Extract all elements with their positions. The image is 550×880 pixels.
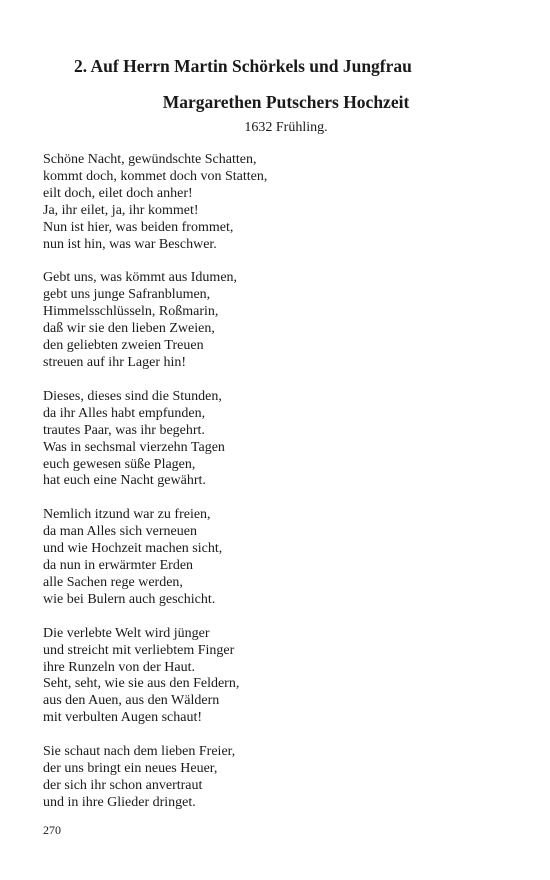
page-number: 270 bbox=[43, 823, 61, 837]
verse-line: der sich ihr schon anvertraut bbox=[43, 778, 203, 793]
verse-line: Schöne Nacht, gewündschte Schatten, bbox=[43, 152, 257, 167]
stanza bbox=[43, 507, 513, 608]
verse-line: und streicht mit verliebtem Finger bbox=[43, 642, 235, 658]
verse-line: Himmelsschlüsseln, Roßmarin, bbox=[43, 304, 219, 320]
verse-line: Die verlebte Welt wird jünger bbox=[43, 625, 210, 641]
verse-line: und wie Hochzeit machen sicht, bbox=[43, 541, 223, 557]
verse-line: hat euch eine Nacht gewährt. bbox=[43, 473, 206, 489]
poem-title-line-1: 2. Auf Herrn Martin Schörkels und Jungfrau bbox=[74, 56, 412, 76]
verse-line: ihre Runzeln von der Haut. bbox=[43, 659, 196, 675]
verse-line: aus den Auen, aus den Wäldern bbox=[43, 693, 220, 709]
verse-line: Nemlich itzund war zu freien, bbox=[43, 507, 211, 523]
stanza bbox=[43, 744, 513, 812]
verse-line: Gebt uns, was kömmt aus Idumen, bbox=[43, 270, 238, 286]
verse-line: und in ihre Glieder dringet. bbox=[43, 794, 196, 810]
verse-line: da nun in erwärmter Erden bbox=[43, 558, 194, 574]
poem-title-line-2: Margarethen Putschers Hochzeit bbox=[162, 92, 410, 112]
verse-line: trautes Paar, was ihr begehrt. bbox=[43, 422, 205, 438]
verse-line: eilt doch, eilet doch anher! bbox=[43, 185, 193, 201]
verse-line: Was in sechsmal vierzehn Tagen bbox=[43, 439, 225, 455]
verse-line: da man Alles sich verneuen bbox=[43, 524, 197, 540]
verse-line: gebt uns junge Safranblumen, bbox=[43, 287, 211, 303]
stanza bbox=[43, 626, 513, 727]
stanza bbox=[43, 270, 513, 371]
verse-line: Sie schaut nach dem lieben Freier, bbox=[43, 744, 236, 760]
stanza bbox=[43, 389, 513, 490]
stanza bbox=[43, 152, 513, 253]
verse-line: den geliebten zweien Treuen bbox=[43, 338, 204, 354]
verse-line: kommt doch, kommet doch von Statten, bbox=[43, 168, 268, 184]
verse-line: mit verbulten Augen schaut! bbox=[43, 710, 203, 726]
verse-line: nun ist hin, was war Beschwer. bbox=[43, 236, 217, 252]
verse-line: Nun ist hier, was beiden frommet, bbox=[43, 219, 234, 235]
verse-line: daß wir sie den lieben Zweien, bbox=[43, 321, 215, 337]
verse-line: wie bei Bulern auch geschicht. bbox=[43, 591, 216, 607]
verse-line: der uns bringt ein neues Heuer, bbox=[43, 761, 218, 777]
poem-body bbox=[43, 152, 513, 829]
verse-line: da ihr Alles habt empfunden, bbox=[43, 405, 206, 421]
verse-line: streuen auf ihr Lager hin! bbox=[43, 354, 187, 370]
poem-date: 1632 Frühling. bbox=[244, 120, 328, 135]
verse-line: Dieses, dieses sind die Stunden, bbox=[43, 388, 222, 404]
verse-line: alle Sachen rege werden, bbox=[43, 574, 183, 590]
verse-line: euch gewesen süße Plagen, bbox=[43, 456, 196, 472]
verse-line: Seht, seht, wie sie aus den Feldern, bbox=[43, 676, 240, 692]
verse-line: Ja, ihr eilet, ja, ihr kommet! bbox=[43, 202, 199, 218]
